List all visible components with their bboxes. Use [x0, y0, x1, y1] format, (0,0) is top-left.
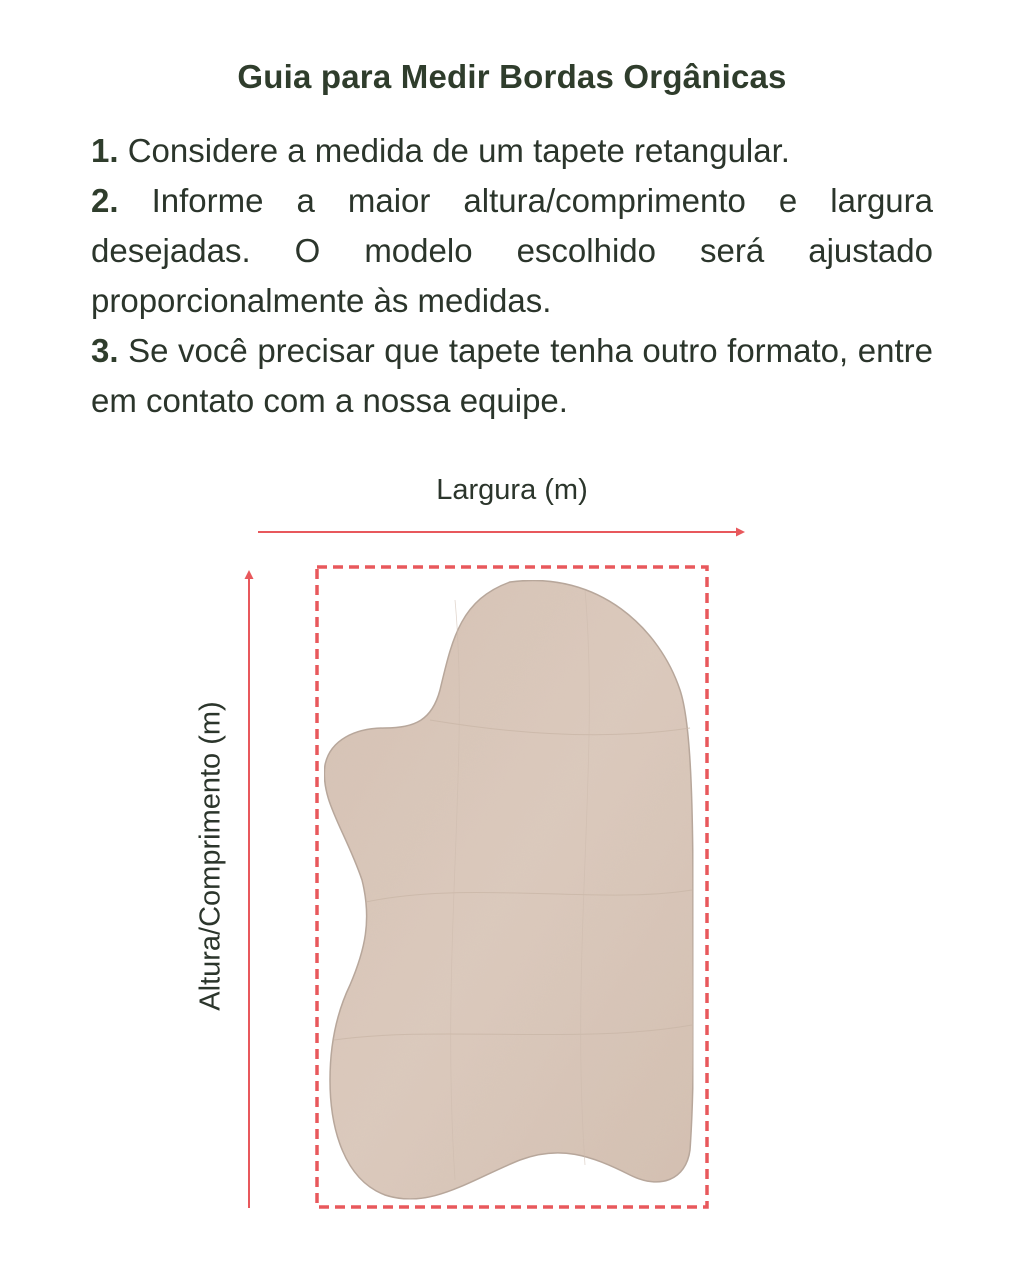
height-arrow: [245, 570, 254, 1208]
step-3-text: Se você precisar que tapete tenha outro formato, entre em contato com a nossa equipe.: [91, 332, 933, 419]
height-arrow-head: [245, 570, 254, 579]
step-2-number: 2.: [91, 182, 119, 219]
step-3-number: 3.: [91, 332, 119, 369]
rug-shape: [324, 580, 693, 1199]
page-title: Guia para Medir Bordas Orgânicas: [237, 58, 787, 95]
width-arrow: [258, 528, 745, 537]
height-label: Altura/Comprimento (m): [194, 701, 227, 1011]
step-2-text: Informe a maior altura/comprimento e largura desejadas. O modelo escolhido será ajustado proporcionalmente às medidas.: [91, 182, 933, 319]
step-1-text: Considere a medida de um tapete retangular.: [118, 132, 790, 169]
step-1-number: 1.: [91, 132, 119, 169]
width-arrow-head: [736, 528, 745, 537]
organic-rug: [324, 580, 693, 1199]
width-label: Largura (m): [436, 474, 588, 506]
